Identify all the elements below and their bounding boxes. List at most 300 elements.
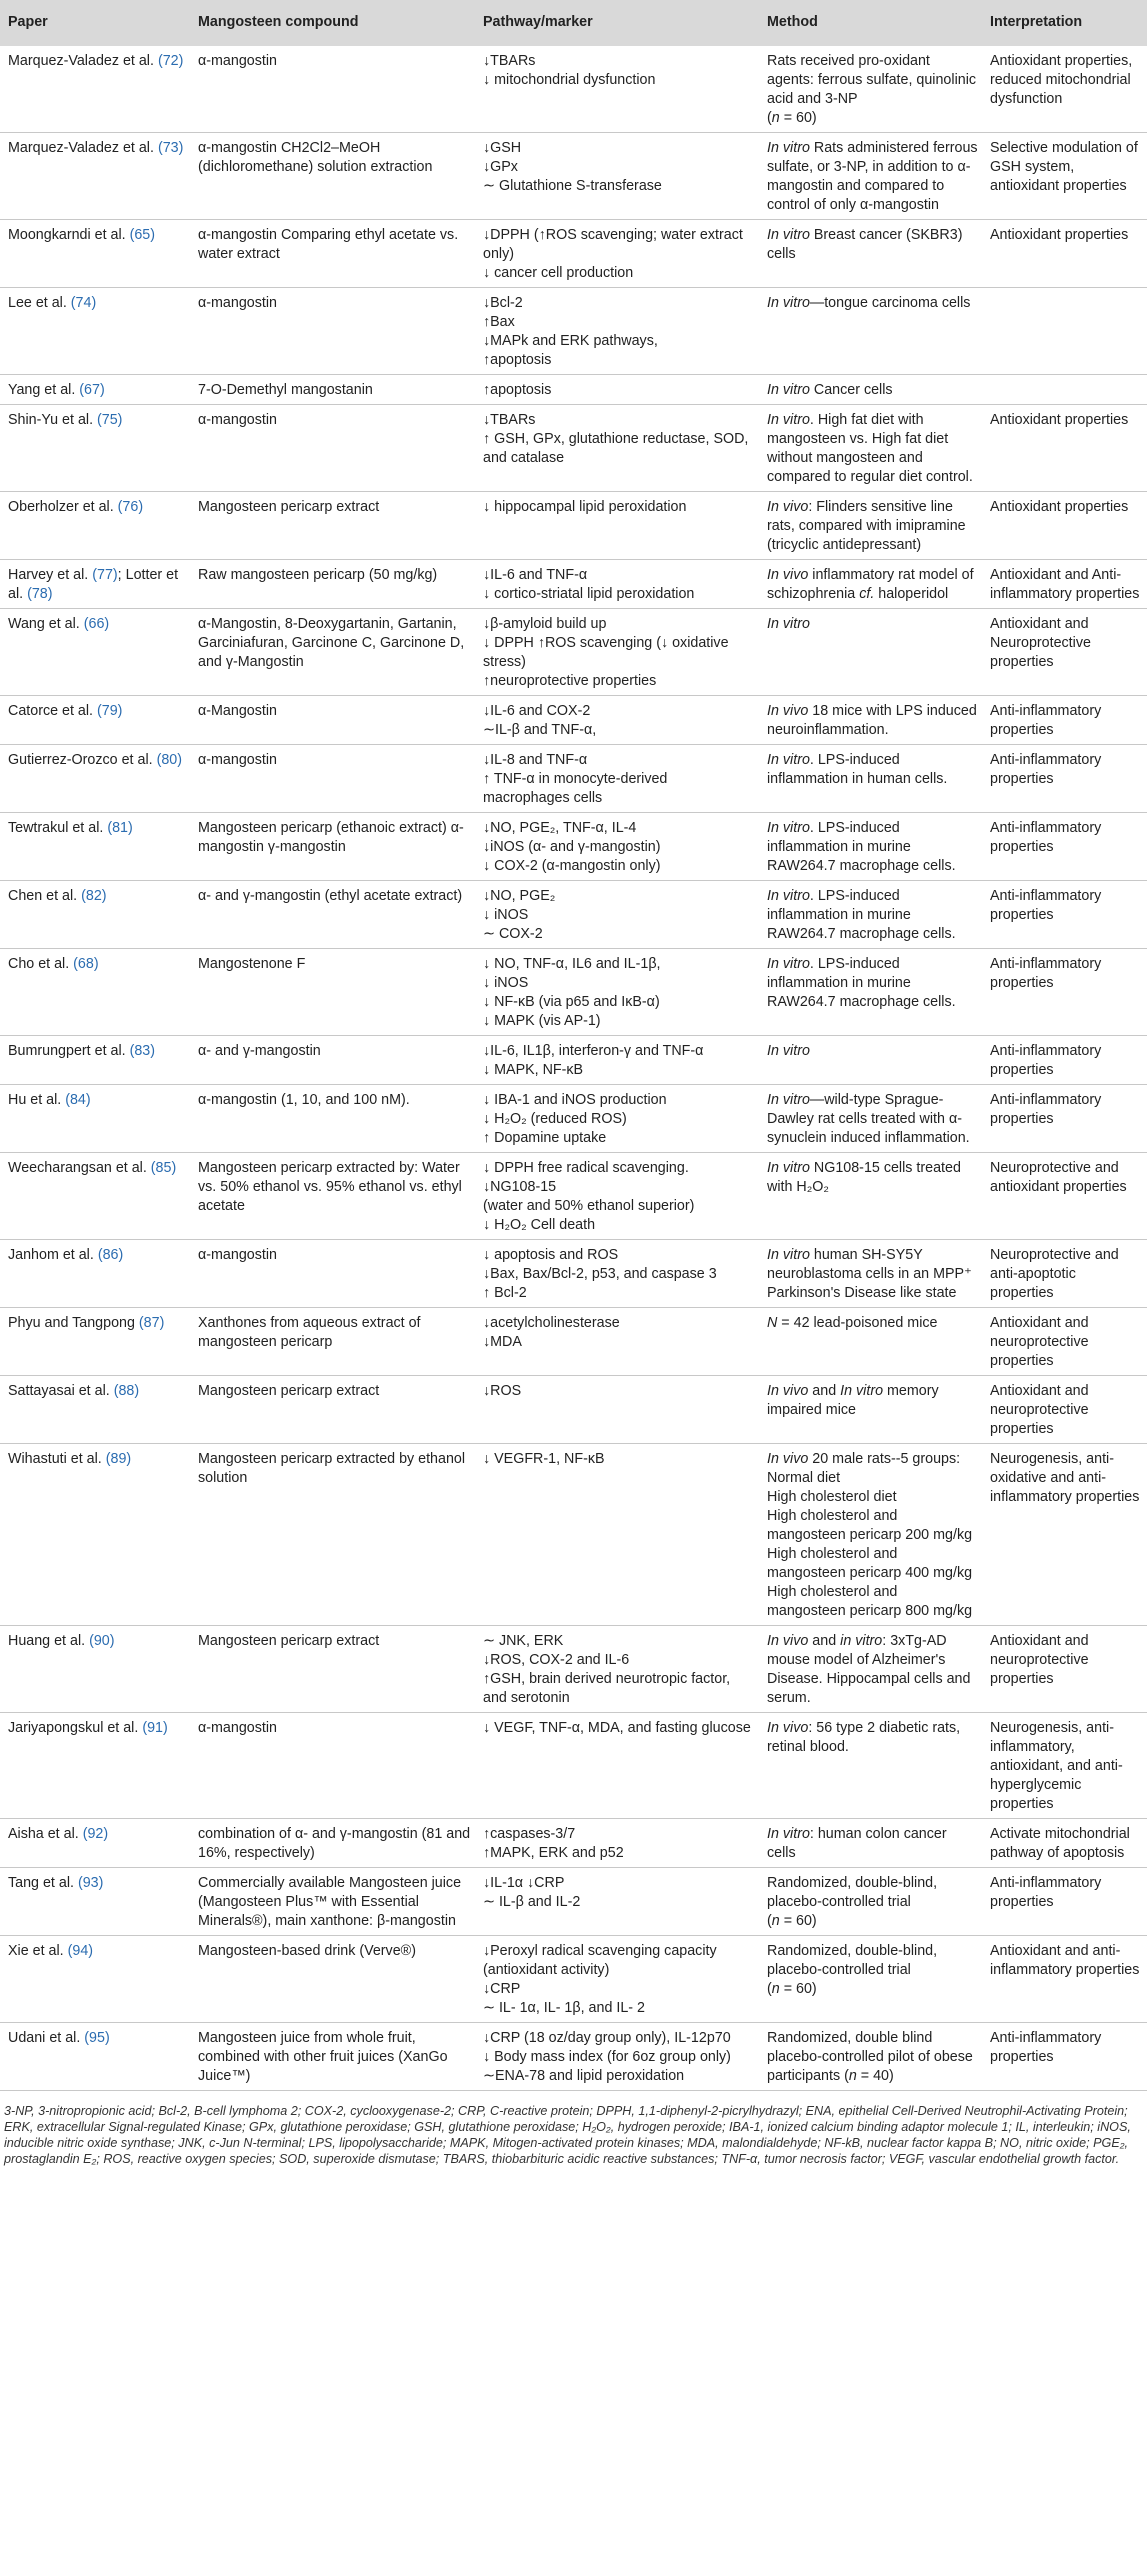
cell-compound-line: combination of α- and γ-mangostin (81 and 16%, respectively) <box>198 1826 471 1861</box>
reference-number: (89) <box>105 1451 132 1467</box>
cell-interpretation-line: Anti-inflammatory properties <box>990 703 1102 738</box>
reference-number: (90) <box>89 1633 115 1649</box>
table-row <box>0 696 1147 745</box>
cell-method <box>759 1713 982 1819</box>
cell-interpretation <box>982 220 1147 288</box>
table-row <box>0 1626 1147 1713</box>
header-paper: Paper <box>0 0 190 46</box>
cell-method-line <box>767 1246 978 1303</box>
cell-pathway-line: ↓Peroxyl radical scavenging capacity (antioxidant activity) <box>483 1943 717 1978</box>
italic-term: In vitro <box>767 412 810 428</box>
cell-pathway-line: (water and 50% ethanol superior) <box>483 1198 695 1214</box>
cell-interpretation <box>982 1153 1147 1240</box>
italic-term: In vitro <box>767 1826 810 1842</box>
cell-paper <box>0 288 190 375</box>
text-run: Tang et al. <box>8 1875 78 1891</box>
italic-term: In vitro <box>767 1092 810 1108</box>
cell-method-line <box>767 226 978 264</box>
cell-method-line <box>767 294 978 313</box>
cell-pathway <box>475 2023 759 2091</box>
cell-method <box>759 46 982 133</box>
reference-number: (74) <box>70 295 97 311</box>
cell-pathway-line: ↑ Dopamine uptake <box>483 1130 607 1146</box>
cell-method-line <box>767 411 978 487</box>
cell-method <box>759 560 982 609</box>
cell-pathway-line: ↓ VEGFR-1, NF-κB <box>483 1451 605 1467</box>
cell-method-line <box>767 887 978 944</box>
cell-method <box>759 1819 982 1868</box>
text-run: High cholesterol and mangosteen pericarp 200 mg/kg <box>767 1508 973 1543</box>
cell-interpretation-line: Antioxidant and neuroprotective properties <box>990 1633 1089 1687</box>
cell-interpretation-line: Neuroprotective and antioxidant properties <box>990 1160 1127 1195</box>
text-run: human SH-SY5Y neuroblastoma cells in an MPP⁺ Parkinson's Disease like state <box>767 1247 972 1301</box>
table-row <box>0 1036 1147 1085</box>
table-row <box>0 1936 1147 2023</box>
table-row <box>0 1868 1147 1936</box>
cell-paper <box>0 696 190 745</box>
cell-pathway-line: ∼ IL-β and IL-2 <box>483 1894 581 1910</box>
header-compound: Mangosteen compound <box>190 0 475 46</box>
text-run: ; Lotter et al. <box>8 567 179 602</box>
reference-number: (83) <box>129 1043 156 1059</box>
reference-number: (94) <box>67 1943 94 1959</box>
cell-compound <box>190 696 475 745</box>
cell-pathway-line: ↓IL-6 and TNF-α <box>483 567 588 583</box>
table-footnote: 3-NP, 3-nitropropionic acid; Bcl-2, B-cell lymphoma 2; COX-2, cyclooxygenase-2; CRP, C-reactive protein; DPPH, 1,1-diphenyl-2-picrylhydrazyl; ENA, epithelial Cell-Derived Neutrophil-Activating Protein; ERK, extracellular Signal-regulated Kinase; GPx, glutathione peroxidase; GSH, glutathione peroxidase; H₂O₂, hydrogen peroxide; IBA-1, ionized calcium binding adaptor molecule 1; IL, interleukin; iNOS, inducible nitric oxide synthase; JNK, c-Jun N-terminal; LPS, lipopolysaccharide; MAPK, Mitogen-activated protein kinases; MDA, malondialdehyde; NF-kB, nuclear factor kappa B; NO, nitric oxide; PGE₂, prostaglandin E₂; ROS, reactive oxygen species; SOD, superoxide dismutase; TBARS, thiobarbituric acidic reactive substances; TNF-α, tumor necrosis factor; VEGF, vascular endothelial growth factor. <box>4 2104 1131 2166</box>
italic-term: In vitro <box>767 382 810 398</box>
italic-term: In vitro <box>840 1383 884 1399</box>
cell-pathway-line: ↓TBARs <box>483 53 536 69</box>
cell-pathway-line: ↑apoptosis <box>483 382 552 398</box>
cell-paper <box>0 405 190 492</box>
cell-compound <box>190 1240 475 1308</box>
cell-pathway <box>475 1444 759 1626</box>
cell-paper <box>0 1868 190 1936</box>
cell-pathway-line: ↓ cortico-striatal lipid peroxidation <box>483 586 695 602</box>
text-run: and <box>808 1633 841 1649</box>
cell-method <box>759 1376 982 1444</box>
reference-number: (76) <box>117 499 144 515</box>
italic-term: In vitro <box>767 140 810 156</box>
cell-interpretation <box>982 1240 1147 1308</box>
reference-number: (68) <box>73 956 99 972</box>
cell-pathway-line: ↓acetylcholinesterase <box>483 1315 620 1331</box>
cell-pathway-line: ↓Bax, Bax/Bcl-2, p53, and caspase 3 <box>483 1266 717 1282</box>
table-row <box>0 375 1147 405</box>
text-run: Jariyapongskul et al. <box>8 1720 143 1736</box>
cell-compound-line: 7-O-Demethyl mangostanin <box>198 382 373 398</box>
cell-interpretation <box>982 288 1147 375</box>
cell-pathway <box>475 1153 759 1240</box>
reference-number: (66) <box>83 616 110 632</box>
cell-pathway <box>475 1819 759 1868</box>
cell-method <box>759 133 982 220</box>
cell-method <box>759 1036 982 1085</box>
cell-interpretation-line: Antioxidant properties, reduced mitochondrial dysfunction <box>990 53 1133 107</box>
cell-compound <box>190 1308 475 1376</box>
cell-method-line <box>767 1314 978 1333</box>
cell-method <box>759 1868 982 1936</box>
cell-compound-line: α-mangostin <box>198 1720 277 1736</box>
table-row <box>0 745 1147 813</box>
cell-compound <box>190 1444 475 1626</box>
cell-pathway <box>475 1036 759 1085</box>
italic-term: In vitro <box>767 616 810 632</box>
text-run: Weecharangsan et al. <box>8 1160 151 1176</box>
cell-compound <box>190 1713 475 1819</box>
cell-method-line <box>767 52 978 109</box>
table-row <box>0 492 1147 560</box>
text-run: memory impaired mice <box>767 1383 939 1418</box>
cell-paper <box>0 220 190 288</box>
cell-compound <box>190 1819 475 1868</box>
text-run: Xie et al. <box>8 1943 68 1959</box>
cell-interpretation <box>982 1868 1147 1936</box>
reference-number: (79) <box>97 703 123 719</box>
cell-compound <box>190 560 475 609</box>
text-run: ( <box>767 1913 772 1929</box>
text-run: Shin-Yu et al. <box>8 412 98 428</box>
reference-number: (91) <box>142 1720 168 1736</box>
cell-method <box>759 881 982 949</box>
cell-method-line <box>767 566 978 604</box>
reference-number: (92) <box>82 1826 109 1842</box>
table-body <box>0 46 1147 2091</box>
text-run: Lee et al. <box>8 295 71 311</box>
italic-term: In vitro <box>767 956 810 972</box>
italic-term: In vitro <box>767 1160 810 1176</box>
cell-interpretation <box>982 133 1147 220</box>
text-run: Moongkarndi et al. <box>8 227 130 243</box>
cell-interpretation-line: Anti-inflammatory properties <box>990 1875 1102 1910</box>
cell-pathway-line: ↓NG108-15 <box>483 1179 557 1195</box>
cell-compound-line: α-mangostin CH2Cl2–MeOH (dichloromethane) solution extraction <box>198 140 433 175</box>
cell-compound-line: Mangosteen pericarp extracted by: Water vs. 50% ethanol vs. 95% ethanol vs. ethyl acetate <box>198 1160 462 1214</box>
cell-compound-line: α-mangostin <box>198 412 277 428</box>
cell-pathway-line: ↓ mitochondrial dysfunction <box>483 72 656 88</box>
cell-pathway <box>475 405 759 492</box>
italic-term: In vitro <box>767 1247 810 1263</box>
cell-paper <box>0 1936 190 2023</box>
text-run: —tongue carcinoma cells <box>809 295 971 311</box>
cell-method <box>759 745 982 813</box>
text-run: = 60) <box>779 110 817 126</box>
text-run: Marquez-Valadez et al. <box>8 53 158 69</box>
italic-term: cf. <box>859 586 875 602</box>
cell-paper <box>0 1626 190 1713</box>
cell-pathway <box>475 133 759 220</box>
cell-pathway-line: ↓DPPH (↑ROS scavenging; water extract only) <box>483 227 743 262</box>
cell-method <box>759 1240 982 1308</box>
text-run: Yang et al. <box>8 382 80 398</box>
cell-method-line <box>767 109 978 128</box>
cell-method-line <box>767 1980 978 1999</box>
text-run: Marquez-Valadez et al. <box>8 140 158 156</box>
cell-pathway <box>475 813 759 881</box>
cell-paper <box>0 1085 190 1153</box>
cell-pathway-line: ↑ GSH, GPx, glutathione reductase, SOD, and catalase <box>483 431 749 466</box>
cell-compound <box>190 492 475 560</box>
cell-pathway-line: ↓ apoptosis and ROS <box>483 1247 619 1263</box>
cell-method <box>759 1308 982 1376</box>
reference-number: (75) <box>97 412 123 428</box>
cell-pathway-line: ↑ TNF-α in monocyte-derived macrophages cells <box>483 771 668 806</box>
italic-term: in vitro <box>840 1633 883 1649</box>
table-row <box>0 949 1147 1036</box>
text-run: . LPS-induced inflammation in human cells. <box>767 752 948 787</box>
cell-interpretation <box>982 696 1147 745</box>
cell-method <box>759 1444 982 1626</box>
text-run: Catorce et al. <box>8 703 97 719</box>
cell-pathway <box>475 1240 759 1308</box>
cell-compound <box>190 133 475 220</box>
text-run: = 40) <box>856 2068 894 2084</box>
table-row <box>0 881 1147 949</box>
header-interpretation: Interpretation <box>982 0 1147 46</box>
text-run: Randomized, double-blind, placebo-controlled trial <box>767 1875 938 1910</box>
cell-interpretation-line: Neuroprotective and anti-apoptotic properties <box>990 1247 1119 1301</box>
cell-pathway-line: ∼ JNK, ERK <box>483 1633 564 1649</box>
cell-compound-line: Mangosteen pericarp extract <box>198 1383 380 1399</box>
cell-pathway-line: ↓MAPk and ERK pathways, <box>483 333 658 349</box>
cell-method-line <box>767 819 978 876</box>
cell-method-line <box>767 1825 978 1863</box>
cell-interpretation <box>982 1444 1147 1626</box>
italic-term: n <box>848 2068 857 2084</box>
cell-interpretation <box>982 375 1147 405</box>
cell-paper <box>0 133 190 220</box>
cell-pathway-line: ∼IL-β and TNF-α, <box>483 722 597 738</box>
cell-paper <box>0 1153 190 1240</box>
italic-term: In vivo <box>767 499 809 515</box>
cell-method-line <box>767 1912 978 1931</box>
cell-compound-line: α-mangostin <box>198 295 277 311</box>
text-run: : Flinders sensitive line rats, compared with imipramine (tricyclic antidepressant) <box>767 499 966 553</box>
cell-method-line <box>767 498 978 555</box>
text-run: Hu et al. <box>8 1092 66 1108</box>
table-row <box>0 133 1147 220</box>
cell-interpretation <box>982 1713 1147 1819</box>
cell-method-line <box>767 2029 978 2086</box>
text-run: Cho et al. <box>8 956 74 972</box>
cell-method <box>759 609 982 696</box>
cell-pathway <box>475 745 759 813</box>
cell-interpretation <box>982 1376 1147 1444</box>
reference-number: (80) <box>156 752 183 768</box>
text-run: . LPS-induced inflammation in murine RAW264.7 macrophage cells. <box>767 820 956 874</box>
cell-interpretation-line: Anti-inflammatory properties <box>990 956 1102 991</box>
cell-pathway-line: ↓NO, PGE₂ <box>483 888 556 904</box>
cell-paper <box>0 949 190 1036</box>
cell-interpretation <box>982 1036 1147 1085</box>
table-row <box>0 405 1147 492</box>
cell-interpretation <box>982 405 1147 492</box>
cell-compound-line: α-mangostin <box>198 1247 277 1263</box>
reference-number: (93) <box>77 1875 104 1891</box>
cell-interpretation <box>982 1936 1147 2023</box>
cell-compound <box>190 745 475 813</box>
reference-number: (73) <box>157 140 184 156</box>
cell-method-line <box>767 1632 978 1708</box>
cell-method <box>759 492 982 560</box>
table-row <box>0 220 1147 288</box>
cell-method-line <box>767 1469 978 1488</box>
reference-number: (67) <box>79 382 105 398</box>
cell-compound-line: Xanthones from aqueous extract of mangosteen pericarp <box>198 1315 421 1350</box>
cell-pathway <box>475 492 759 560</box>
reference-number: (95) <box>84 2030 110 2046</box>
table-row <box>0 1308 1147 1376</box>
cell-method-line <box>767 1583 978 1621</box>
cell-interpretation <box>982 1626 1147 1713</box>
cell-method <box>759 813 982 881</box>
text-run: Normal diet <box>767 1470 841 1486</box>
text-run: 18 mice with LPS induced neuroinflammation. <box>767 703 977 738</box>
cell-paper <box>0 1240 190 1308</box>
cell-pathway-line: ↓ cancer cell production <box>483 265 634 281</box>
cell-interpretation-line: Neurogenesis, anti-inflammatory, antioxidant, and anti-hyperglycemic properties <box>990 1720 1123 1812</box>
cell-paper <box>0 1036 190 1085</box>
cell-pathway-line: ↓GSH <box>483 140 522 156</box>
italic-term: In vivo <box>767 703 809 719</box>
cell-method-line <box>767 1159 978 1197</box>
cell-interpretation-line: Antioxidant properties <box>990 412 1129 428</box>
cell-pathway-line: ↓TBARs <box>483 412 536 428</box>
cell-interpretation <box>982 560 1147 609</box>
text-run: : 56 type 2 diabetic rats, retinal blood. <box>767 1720 961 1755</box>
cell-interpretation <box>982 881 1147 949</box>
text-run: = 42 lead-poisoned mice <box>777 1315 938 1331</box>
text-run: Randomized, double blind placebo-controlled pilot of obese participants ( <box>767 2030 973 2084</box>
text-run: Rats received pro-oxidant agents: ferrous sulfate, quinolinic acid and 3-NP <box>767 53 977 107</box>
text-run: Huang et al. <box>8 1633 90 1649</box>
text-run: Harvey et al. <box>8 567 93 583</box>
cell-method-line <box>767 702 978 740</box>
cell-method <box>759 1085 982 1153</box>
cell-method-line <box>767 381 978 400</box>
cell-pathway-line: ↑GSH, brain derived neurotropic factor, and serotonin <box>483 1671 731 1706</box>
cell-pathway-line: ↓NO, PGE₂, TNF-α, IL-4 <box>483 820 637 836</box>
reference-number: (72) <box>157 53 184 69</box>
cell-pathway <box>475 949 759 1036</box>
cell-pathway <box>475 1085 759 1153</box>
text-run: and <box>808 1383 841 1399</box>
italic-term: In vivo <box>767 567 809 583</box>
cell-interpretation-line: Anti-inflammatory properties <box>990 752 1102 787</box>
cell-method-line <box>767 1545 978 1583</box>
cell-paper <box>0 560 190 609</box>
table-row <box>0 1085 1147 1153</box>
cell-pathway-line: ↓iNOS (α- and γ-mangostin) <box>483 839 661 855</box>
cell-method-line <box>767 1091 978 1148</box>
table-row <box>0 1713 1147 1819</box>
cell-method-line <box>767 1450 978 1469</box>
italic-term: n <box>771 1981 780 1997</box>
cell-pathway <box>475 288 759 375</box>
cell-compound <box>190 220 475 288</box>
cell-compound <box>190 1868 475 1936</box>
cell-paper <box>0 609 190 696</box>
text-run: . LPS-induced inflammation in murine RAW264.7 macrophage cells. <box>767 956 956 1010</box>
cell-interpretation <box>982 949 1147 1036</box>
cell-interpretation-line: Antioxidant properties <box>990 499 1129 515</box>
italic-term: In vivo <box>767 1451 809 1467</box>
cell-method-line <box>767 1042 978 1061</box>
cell-pathway-line: ↓β-amyloid build up <box>483 616 607 632</box>
cell-paper <box>0 1819 190 1868</box>
cell-compound <box>190 813 475 881</box>
cell-interpretation <box>982 2023 1147 2091</box>
reference-number: (82) <box>81 888 107 904</box>
cell-compound-line: α-mangostin (1, 10, and 100 nM). <box>198 1092 410 1108</box>
table-row <box>0 1153 1147 1240</box>
table-row <box>0 1819 1147 1868</box>
cell-interpretation-line: Antioxidant and neuroprotective properties <box>990 1383 1089 1437</box>
cell-interpretation-line: Antioxidant and neuroprotective properties <box>990 1315 1089 1369</box>
text-run: —wild-type Sprague-Dawley rat cells treated with α-synuclein induced inflammation. <box>767 1092 970 1146</box>
cell-pathway-line: ↓IL-1α ↓CRP <box>483 1875 565 1891</box>
cell-pathway-line: ↓IL-6 and COX-2 <box>483 703 591 719</box>
cell-interpretation-line: Anti-inflammatory properties <box>990 1092 1102 1127</box>
cell-interpretation-line: Antioxidant and Neuroprotective properties <box>990 616 1091 670</box>
cell-pathway-line: ↓IL-6, IL1β, interferon-γ and TNF-α <box>483 1043 704 1059</box>
reference-number: (78) <box>27 586 53 602</box>
cell-compound <box>190 46 475 133</box>
text-run: = 60) <box>779 1913 817 1929</box>
cell-paper <box>0 881 190 949</box>
cell-pathway <box>475 46 759 133</box>
header-pathway: Pathway/marker <box>475 0 759 46</box>
text-run: : 3xTg-AD mouse model of Alzheimer's Disease. Hippocampal cells and serum. <box>767 1633 971 1706</box>
cell-method-line <box>767 1719 978 1757</box>
cell-compound <box>190 288 475 375</box>
cell-compound <box>190 1626 475 1713</box>
cell-compound <box>190 2023 475 2091</box>
cell-pathway <box>475 220 759 288</box>
cell-pathway-line: ↓ VEGF, TNF-α, MDA, and fasting glucose <box>483 1720 751 1736</box>
cell-pathway <box>475 560 759 609</box>
cell-method <box>759 2023 982 2091</box>
cell-paper <box>0 1376 190 1444</box>
cell-method <box>759 405 982 492</box>
table-row <box>0 1376 1147 1444</box>
cell-compound-line: Mangosteen pericarp (ethanoic extract) α-mangostin γ-mangostin <box>198 820 464 855</box>
cell-pathway-line: ↓ iNOS <box>483 907 529 923</box>
cell-method <box>759 1153 982 1240</box>
cell-pathway-line: ∼ IL- 1α, IL- 1β, and IL- 2 <box>483 2000 645 2016</box>
cell-interpretation-line: Antioxidant properties <box>990 227 1129 243</box>
cell-pathway-line: ↓CRP <box>483 1981 521 1997</box>
cell-pathway-line: ↓CRP (18 oz/day group only), IL-12p70 <box>483 2030 731 2046</box>
text-run: ( <box>767 110 772 126</box>
cell-method-line <box>767 1942 978 1980</box>
text-run: inflammatory rat model of schizophrenia <box>767 567 974 602</box>
italic-term: n <box>771 110 780 126</box>
table-row <box>0 609 1147 696</box>
cell-pathway <box>475 1376 759 1444</box>
text-run: Gutierrez-Orozco et al. <box>8 752 157 768</box>
cell-pathway-line: ↓IL-8 and TNF-α <box>483 752 588 768</box>
italic-term: N <box>767 1315 778 1331</box>
text-run: Cancer cells <box>809 382 893 398</box>
cell-compound-line: Mangosteen juice from whole fruit, combined with other fruit juices (XanGo Juice™) <box>198 2030 448 2084</box>
cell-paper <box>0 1444 190 1626</box>
cell-compound-line: Commercially available Mangosteen juice (Mangosteen Plus™ with Essential Minerals®), main xanthone: β-mangostin <box>198 1875 462 1929</box>
cell-pathway-line: ↓ DPPH free radical scavenging. <box>483 1160 689 1176</box>
text-run: Janhom et al. <box>8 1247 98 1263</box>
cell-method <box>759 696 982 745</box>
cell-interpretation <box>982 46 1147 133</box>
